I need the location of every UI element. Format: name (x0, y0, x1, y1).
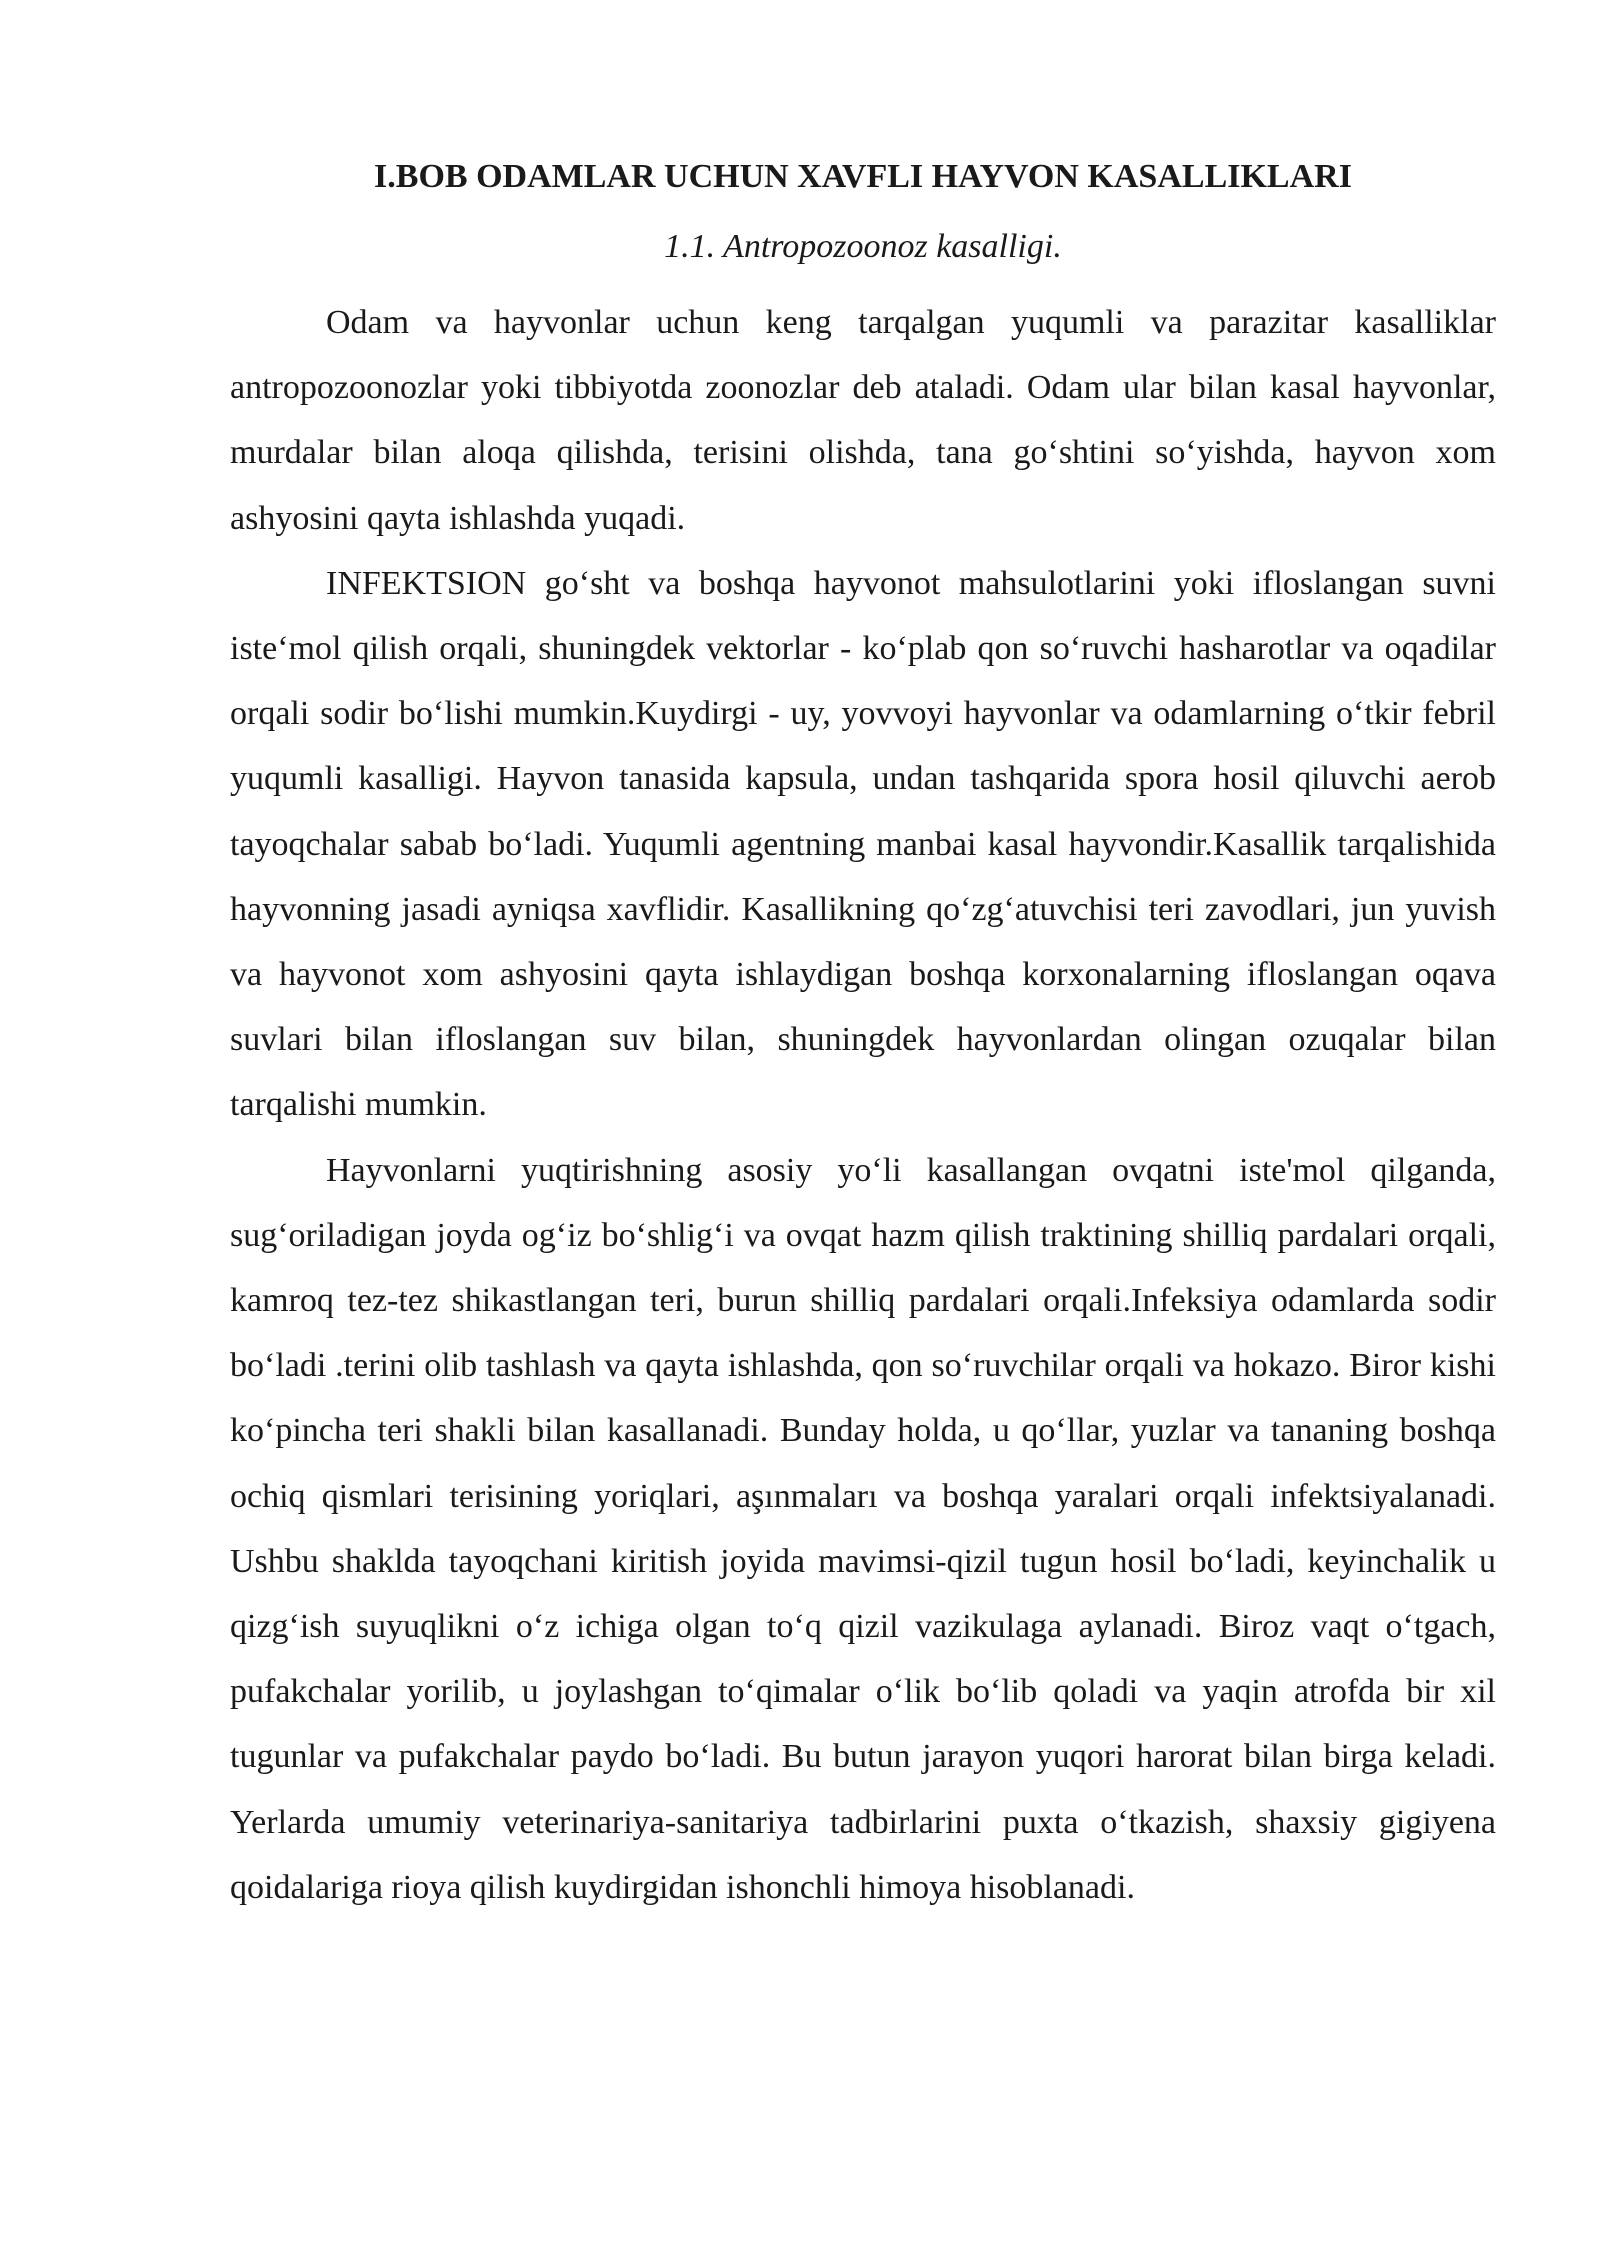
section-title: 1.1. Antropozoonoz kasalligi. (664, 228, 1062, 265)
chapter-title: I.BOB ODAMLAR UCHUN XAVFLI HAYVON KASALLIKLARI (374, 158, 1352, 195)
document-page (230, 148, 1496, 1920)
body-paragraph: Hayvonlarni yuqtirishning asosiy yo‘li kasallangan ovqatni iste'mol qilganda, sug‘oriladigan joyda og‘iz bo‘shlig‘i va ovqat hazm qilish traktining shilliq pardalari orqali, kamroq tez-tez shikastlangan teri, burun shilliq pardalari orqali.Infeksiya odamlarda sodir bo‘ladi .terini olib tashlash va qayta ishlashda, qon so‘ruvchilar orqali va hokazo. Biror kishi ko‘pincha teri shakli bilan kasallanadi. Bunday holda, u qo‘llar, yuzlar va tananing boshqa ochiq qismlari terisining yoriqlari, aşınmaları va boshqa yaralari orqali infektsiyalanadi. Ushbu shaklda tayoqchani kiritish joyida mavimsi-qizil tugun hosil bo‘ladi, keyinchalik u qizg‘ish suyuqlikni o‘z ichiga olgan to‘q qizil vazikulaga aylanadi. Biroz vaqt o‘tgach, pufakchalar yorilib, u joylashgan to‘qimalar o‘lik bo‘lib qoladi va yaqin atrofda bir xil tugunlar va pufakchalar paydo bo‘ladi. Bu butun jarayon yuqori harorat bilan birga keladi. Yerlarda umumiy veterinariya-sanitariya tadbirlarini puxta o‘tkazish, shaxsiy gigiyena qoidalariga rioya qilish kuydirgidan ishonchli himoya hisoblanadi. (230, 1151, 1496, 1906)
body-paragraph: INFEKTSION go‘sht va boshqa hayvonot mahsulotlarini yoki ifloslangan suvni iste‘mol qilish orqali, shuningdek vektorlar - ko‘plab qon so‘ruvchi hasharotlar va oqadilar orqali sodir bo‘lishi mumkin.Kuydirgi - uy, yovvoyi hayvonlar va odamlarning o‘tkir febril yuqumli kasalligi. Hayvon tanasida kapsula, undan tashqarida spora hosil qiluvchi aerob tayoqchalar sabab bo‘ladi. Yuqumli agentning manbai kasal hayvondir.Kasallik tarqalishida hayvonning jasadi ayniqsa xavflidir. Kasallikning qo‘zg‘atuvchisi teri zavodlari, jun yuvish va hayvonot xom ashyosini qayta ishlaydigan boshqa korxonalarning ifloslangan oqava suvlari bilan ifloslangan suv bilan, shuningdek hayvonlardan olingan ozuqalar bilan tarqalishi mumkin. (230, 564, 1496, 1124)
body-paragraph: Odam va hayvonlar uchun keng tarqalgan yuqumli va parazitar kasalliklar antropozoonozlar yoki tibbiyotda zoonozlar deb ataladi. Odam ular bilan kasal hayvonlar, murdalar bilan aloqa qilishda, terisini olishda, tana go‘shtini so‘yishda, hayvon xom ashyosini qayta ishlashda yuqadi. (230, 304, 1496, 537)
